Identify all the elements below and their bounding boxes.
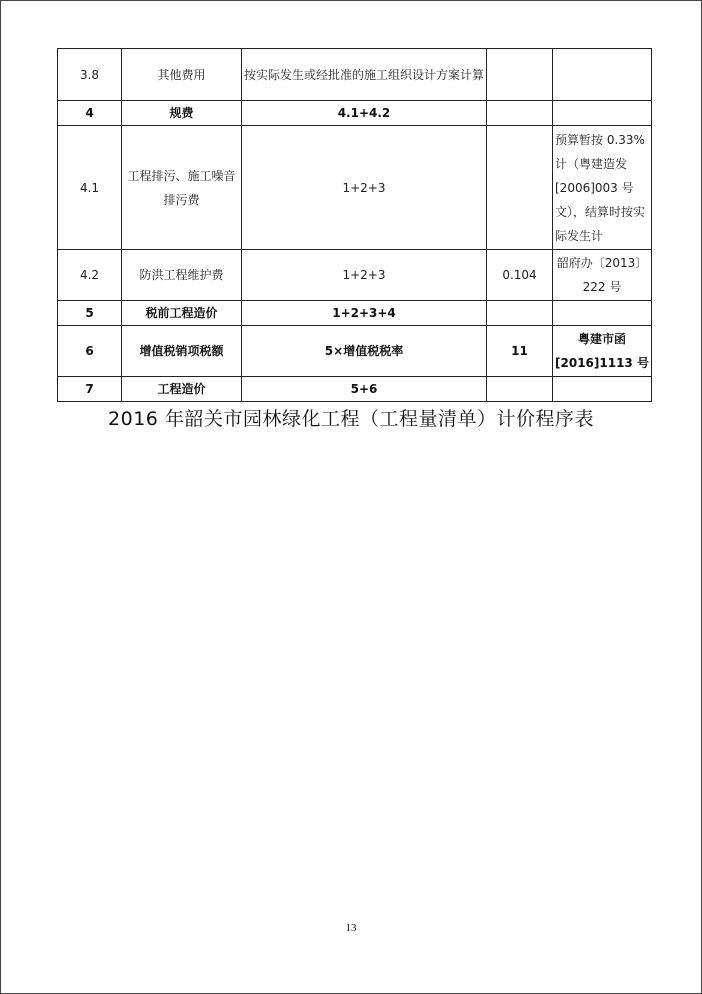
table-row xyxy=(58,49,652,101)
item-name-cell: 其他费用 xyxy=(122,49,242,101)
note-cell: 预算暂按 0.33%计（粤建造发[2006]003 号文），结算时按实际发生计 xyxy=(553,126,652,250)
item-name-cell: 工程造价 xyxy=(122,377,242,402)
row-number-cell: 7 xyxy=(58,377,122,402)
item-name-cell: 规费 xyxy=(122,101,242,126)
formula-cell: 1+2+3+4 xyxy=(242,301,487,326)
table-row xyxy=(58,250,652,301)
rate-cell xyxy=(487,377,553,402)
row-number-cell: 6 xyxy=(58,326,122,377)
formula-cell: 按实际发生或经批准的施工组织设计方案计算 xyxy=(242,49,487,101)
rate-cell: 11 xyxy=(487,326,553,377)
table-row xyxy=(58,326,652,377)
formula-cell: 5+6 xyxy=(242,377,487,402)
note-cell xyxy=(553,49,652,101)
note-cell xyxy=(553,301,652,326)
note-cell xyxy=(553,101,652,126)
formula-cell: 1+2+3 xyxy=(242,126,487,250)
item-name-cell: 增值税销项税额 xyxy=(122,326,242,377)
note-cell xyxy=(553,377,652,402)
note-cell: 韶府办〔2013〕222 号 xyxy=(553,250,652,301)
item-name-cell: 工程排污、施工噪音排污费 xyxy=(122,126,242,250)
item-name-cell: 防洪工程维护费 xyxy=(122,250,242,301)
pricing-procedure-table xyxy=(57,48,652,402)
rate-cell xyxy=(487,101,553,126)
note-cell: 粤建市函[2016]1113 号 xyxy=(553,326,652,377)
rate-cell xyxy=(487,126,553,250)
row-number-cell: 4.2 xyxy=(58,250,122,301)
formula-cell: 1+2+3 xyxy=(242,250,487,301)
formula-cell: 4.1+4.2 xyxy=(242,101,487,126)
row-number-cell: 4 xyxy=(58,101,122,126)
table-row xyxy=(58,126,652,250)
rate-cell: 0.104 xyxy=(487,250,553,301)
item-name-cell: 税前工程造价 xyxy=(122,301,242,326)
rate-cell xyxy=(487,49,553,101)
table-row xyxy=(58,301,652,326)
row-number-cell: 3.8 xyxy=(58,49,122,101)
row-number-cell: 4.1 xyxy=(58,126,122,250)
table-row xyxy=(58,377,652,402)
page-number: 13 xyxy=(345,922,357,934)
document-title: 2016 年韶关市园林绿化工程（工程量清单）计价程序表 xyxy=(108,408,594,430)
rate-cell xyxy=(487,301,553,326)
table-row xyxy=(58,101,652,126)
row-number-cell: 5 xyxy=(58,301,122,326)
formula-cell: 5×增值税税率 xyxy=(242,326,487,377)
